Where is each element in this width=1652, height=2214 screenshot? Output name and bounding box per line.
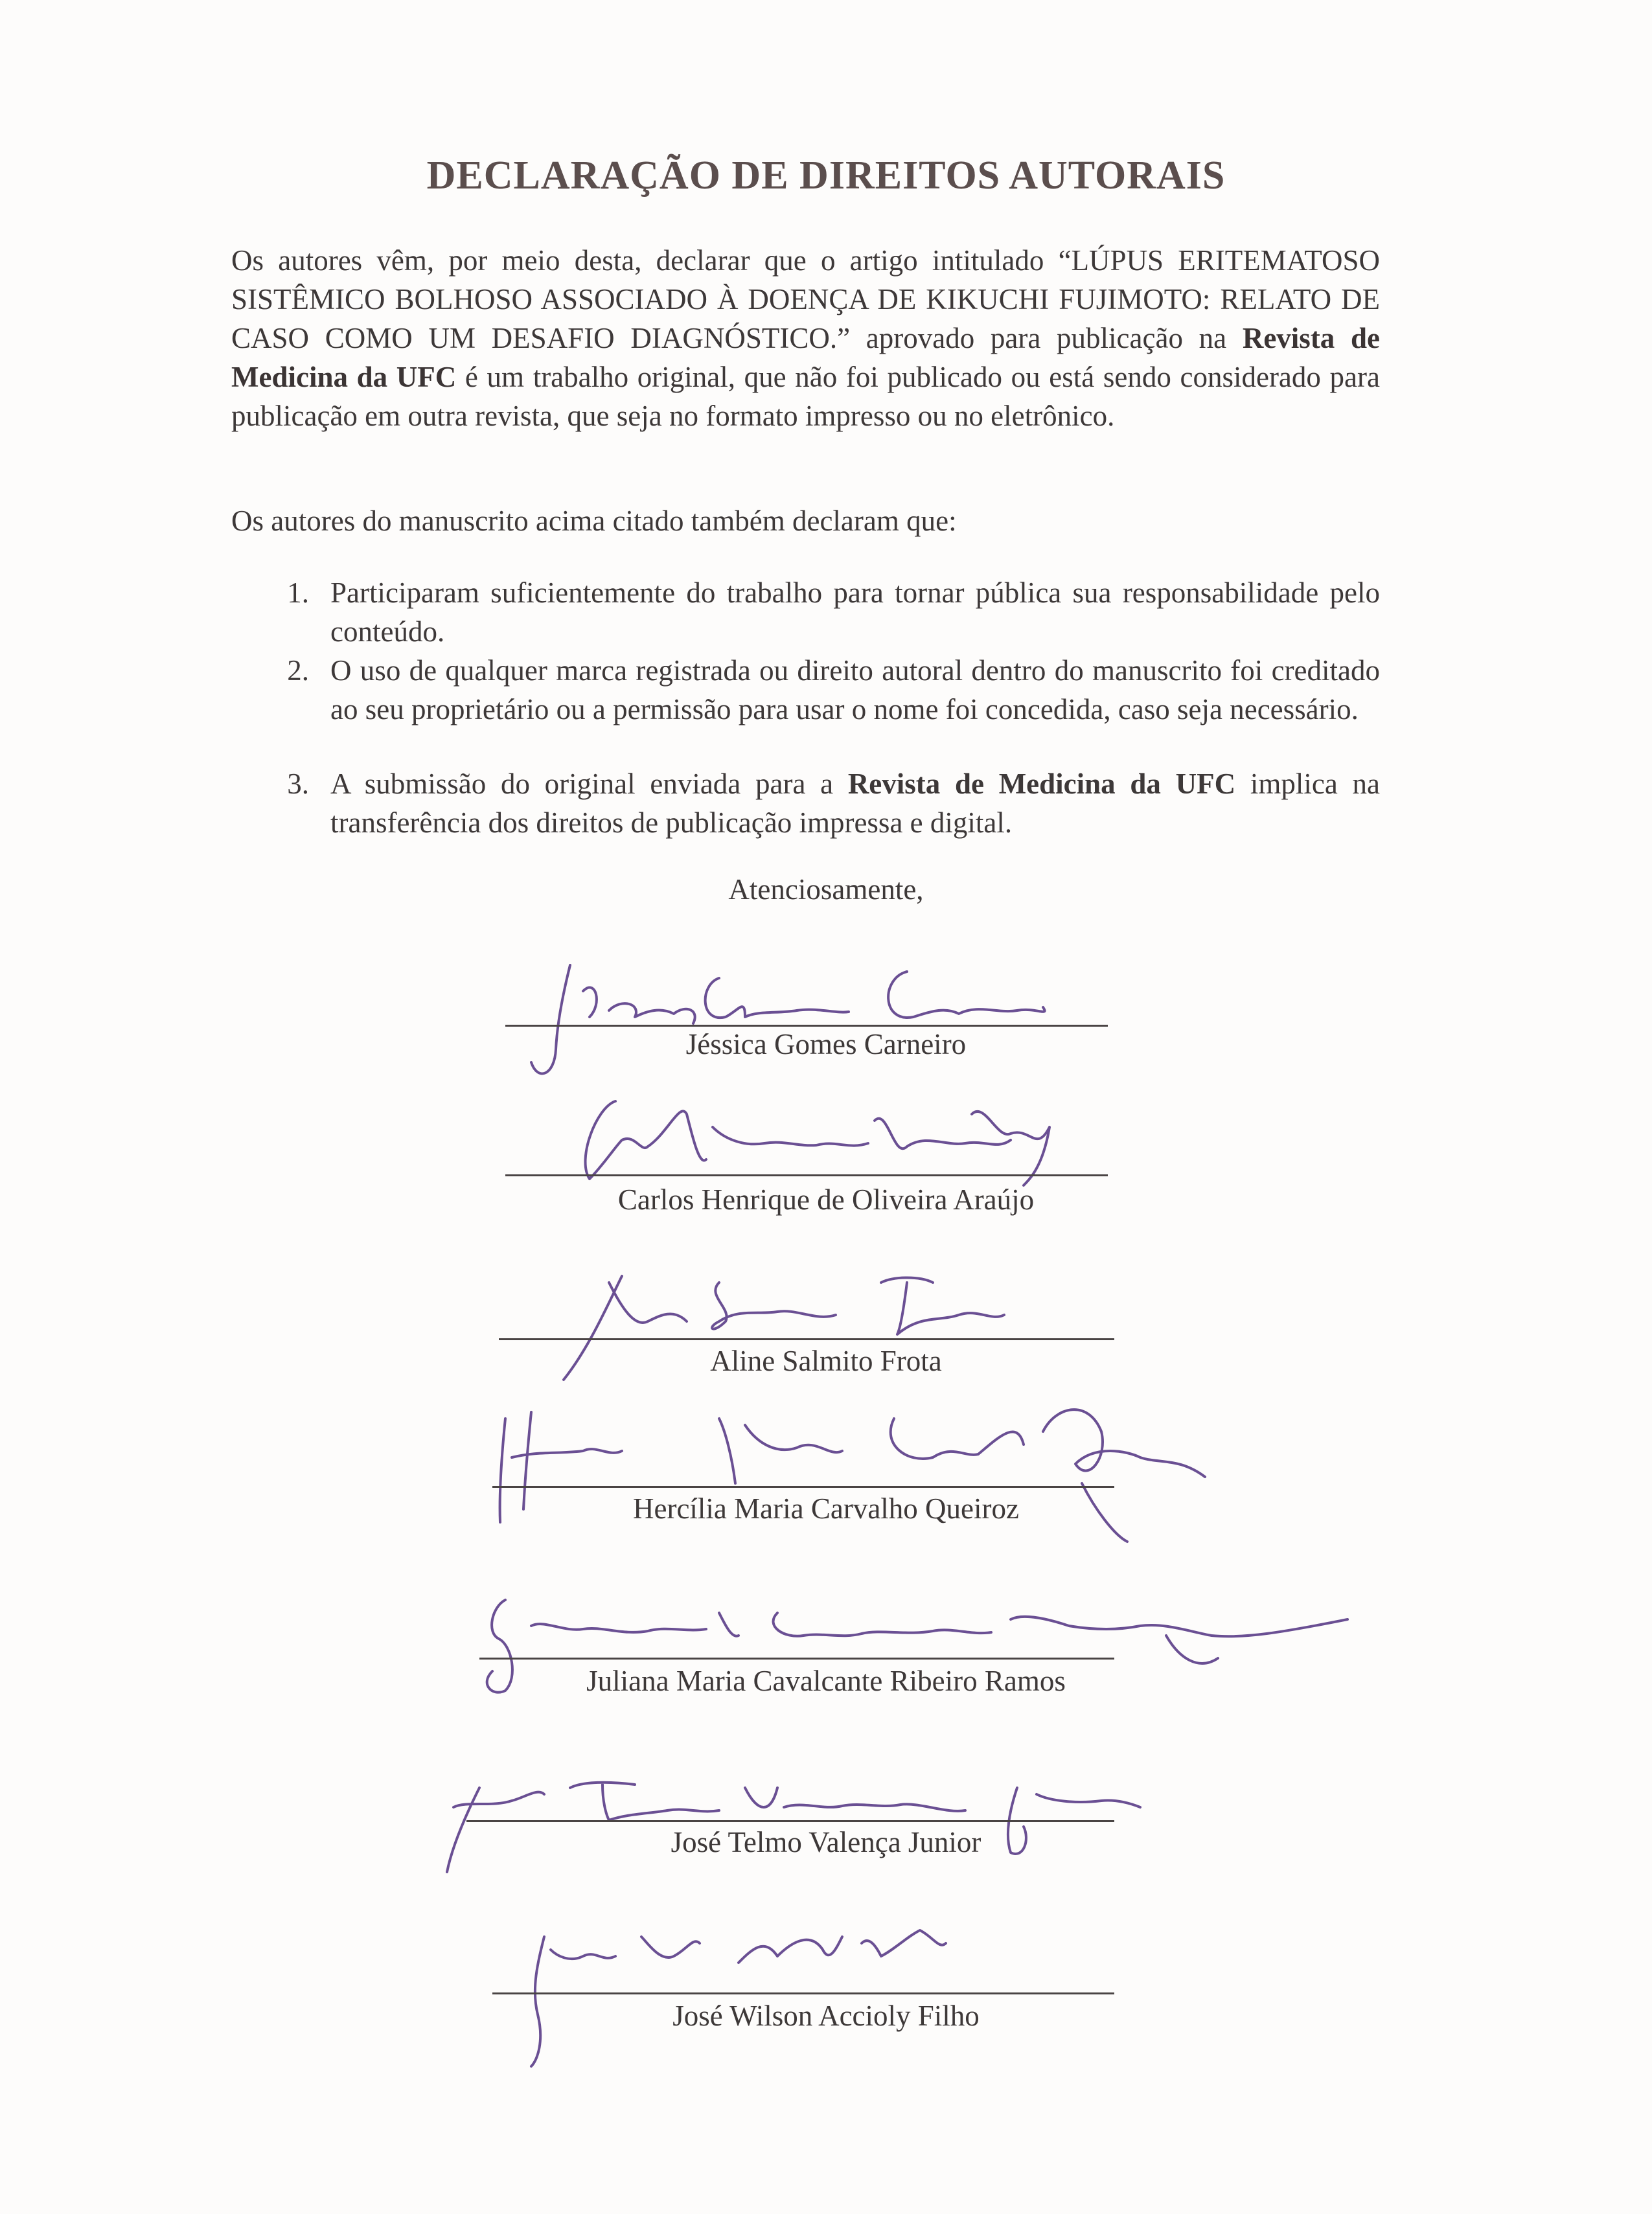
signatory-name: Carlos Henrique de Oliveira Araújo — [617, 1183, 1035, 1216]
signature-block — [0, 1911, 1652, 2079]
signature-line — [479, 1658, 1114, 1660]
handwritten-signature — [0, 1911, 1652, 2079]
list-item-number: 1. — [287, 576, 309, 609]
paragraph-text-end: é um trabalho original, que não foi publicado ou está sendo considerado para publicação em outra revista, que seja no formato impresso ou no eletrônico. — [231, 361, 1380, 432]
document-title: DECLARAÇÃO DE DIREITOS AUTORAIS — [426, 154, 1226, 198]
list-item-text-start: A submissão do original enviada para a — [330, 768, 848, 800]
signature-block — [0, 1749, 1652, 1878]
signature-line — [466, 1820, 1114, 1822]
paragraph-text-start: Os autores vêm, por meio desta, declarar que o artigo intitulado “LÚPUS ERITEMATOSO SISTÊMICO BOLHOSO ASSOCIADO À DOENÇA DE KIKUCHI FUJIMOTO: RELATO DE CASO COMO UM DESAFIO DIAGNÓSTICO.” aprovado para publicação na — [231, 244, 1380, 354]
signature-block — [0, 1088, 1652, 1224]
signature-line — [499, 1338, 1114, 1340]
handwritten-signature — [0, 1749, 1652, 1878]
list-item-text-end: implica na transferência dos direitos de publicação impressa e digital. — [330, 768, 1380, 839]
journal-name: Revista de Medicina da UFC — [231, 322, 1380, 393]
list-item-number: 3. — [287, 768, 309, 800]
list-item-text: O uso de qualquer marca registrada ou direito autoral dentro do manuscrito foi creditado ao seu proprietário ou a permissão para usar o nome foi concedida, caso seja necessário. — [330, 654, 1380, 725]
signatory-name: José Wilson Accioly Filho — [672, 2000, 980, 2032]
closing-salutation: Atenciosamente, — [728, 873, 924, 906]
signatory-name: Juliana Maria Cavalcante Ribeiro Ramos — [586, 1665, 1066, 1697]
journal-name: Revista de Medicina da UFC — [847, 768, 1236, 800]
list-item-number: 2. — [287, 654, 309, 687]
handwritten-signature — [0, 952, 1652, 1082]
signature-line — [505, 1174, 1108, 1176]
declaration-paragraph — [231, 241, 1380, 435]
signatory-name: Hercília Maria Carvalho Queiroz — [633, 1492, 1019, 1525]
signature-line — [492, 1992, 1114, 1994]
signature-block — [0, 1257, 1652, 1386]
signature-line — [505, 1025, 1108, 1027]
signature-block — [0, 1393, 1652, 1548]
list-item-text: Participaram suficientemente do trabalho para tornar pública sua responsabilidade pelo conteúdo. — [330, 576, 1380, 648]
signature-block — [0, 952, 1652, 1082]
declaration-intro: Os autores do manuscrito acima citado também declaram que: — [231, 505, 957, 537]
signatory-name: Jéssica Gomes Carneiro — [685, 1028, 967, 1060]
signatory-name: Aline Salmito Frota — [710, 1345, 942, 1377]
signature-line — [492, 1486, 1114, 1488]
signatory-name: José Telmo Valença Junior — [671, 1826, 981, 1858]
signature-block — [0, 1574, 1652, 1717]
list-item-text — [330, 764, 1380, 842]
